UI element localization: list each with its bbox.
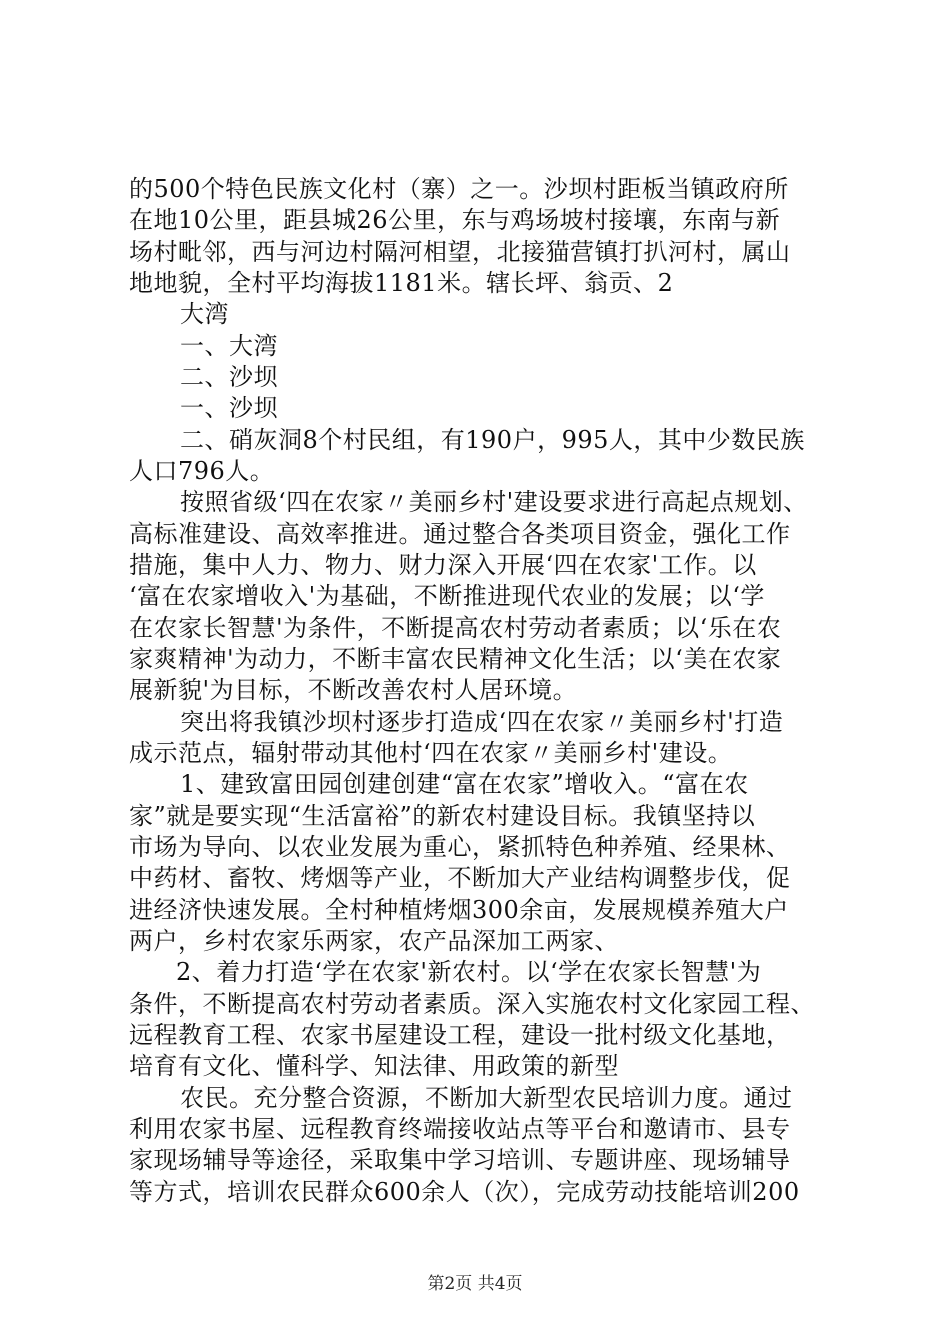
body-text-line: 突出将我镇沙坝村逐步打造成‘四在农家〃美丽乡村'打造 [180,708,784,736]
body-text-line: 市场为导向、以农业发展为重心，紧抓特色种养殖、经果林、 [129,833,791,861]
body-text-line: 中药材、畜牧、烤烟等产业，不断加大产业结构调整步伐，促 [129,864,791,892]
body-text-line: 人口796人。 [129,457,275,485]
page-number-footer: 第2页 共4页 [427,1274,523,1294]
body-text-line: 措施，集中人力、物力、财力深入开展‘四在农家'工作。以 [129,551,757,579]
section-heading: 二、沙坝 [180,363,278,391]
body-text-line: 两户，乡村农家乐两家，农产品深加工两家、 [129,927,619,955]
body-text-line: 成示范点，辐射带动其他村‘四在农家〃美丽乡村'建设。 [129,739,733,767]
body-text-line: 家”就是要实现“生活富裕”的新农村建设目标。我镇坚持以 [129,802,756,830]
body-text-line: 进经济快速发展。全村种植烤烟300余亩，发展规模养殖大户 [129,896,789,924]
section-heading: 一、沙坝 [180,394,278,422]
body-text-line: 场村毗邻，西与河边村隔河相望，北接猫营镇打扒河村，属山 [129,238,791,266]
body-text-line: 2、着力打造‘学在农家'新农村。以‘学在农家长智慧'为 [176,958,762,986]
body-text-line: 培育有文化、懂科学、知法律、用政策的新型 [129,1052,619,1080]
body-text-line: 利用农家书屋、远程教育终端接收站点等平台和邀请市、县专 [129,1115,791,1143]
body-text-line: 展新貌'为目标，不断改善农村人居环境。 [129,676,578,704]
body-text-line: 农民。充分整合资源，不断加大新型农民培训力度。通过 [180,1084,793,1112]
body-text-line: 远程教育工程、农家书屋建设工程，建设一批村级文化基地， [129,1021,791,1049]
section-heading: 一、大湾 [180,332,278,360]
body-text-line: 在地10公里，距县城26公里，东与鸡场坡村接壤，东南与新 [129,206,781,234]
body-text-line: 的500个特色民族文化村（寨）之一。沙坝村距板当镇政府所 [129,175,789,203]
body-text-line: 1、建致富田园创建创建“富在农家”增收入。“富在农 [180,770,749,798]
body-text-line: 条件，不断提高农村劳动者素质。深入实施农村文化家园工程、 [129,990,815,1018]
body-text-line: 等方式，培训农民群众600余人（次），完成劳动技能培训200 [129,1178,800,1206]
body-text-line: 地地貌，全村平均海拔1181米。辖长坪、翁贡、2 [129,269,674,297]
body-text-line: ‘富在农家增收入'为基础，不断推进现代农业的发展；以‘学 [129,582,765,610]
body-text-line: 家爽精神'为动力，不断丰富农民精神文化生活；以‘美在农家 [129,645,782,673]
body-text-line: 二、硝灰洞8个村民组，有190户，995人，其中少数民族 [180,426,805,454]
body-text-line: 大湾 [180,300,229,328]
body-text-line: 按照省级‘四在农家〃美丽乡村'建设要求进行高起点规划、 [180,488,808,516]
body-text-line: 家现场辅导等途径，采取集中学习培训、专题讲座、现场辅导 [129,1146,791,1174]
body-text-line: 高标准建设、高效率推进。通过整合各类项目资金，强化工作 [129,520,791,548]
body-text-line: 在农家长智慧'为条件，不断提高农村劳动者素质；以‘乐在农 [129,614,782,642]
